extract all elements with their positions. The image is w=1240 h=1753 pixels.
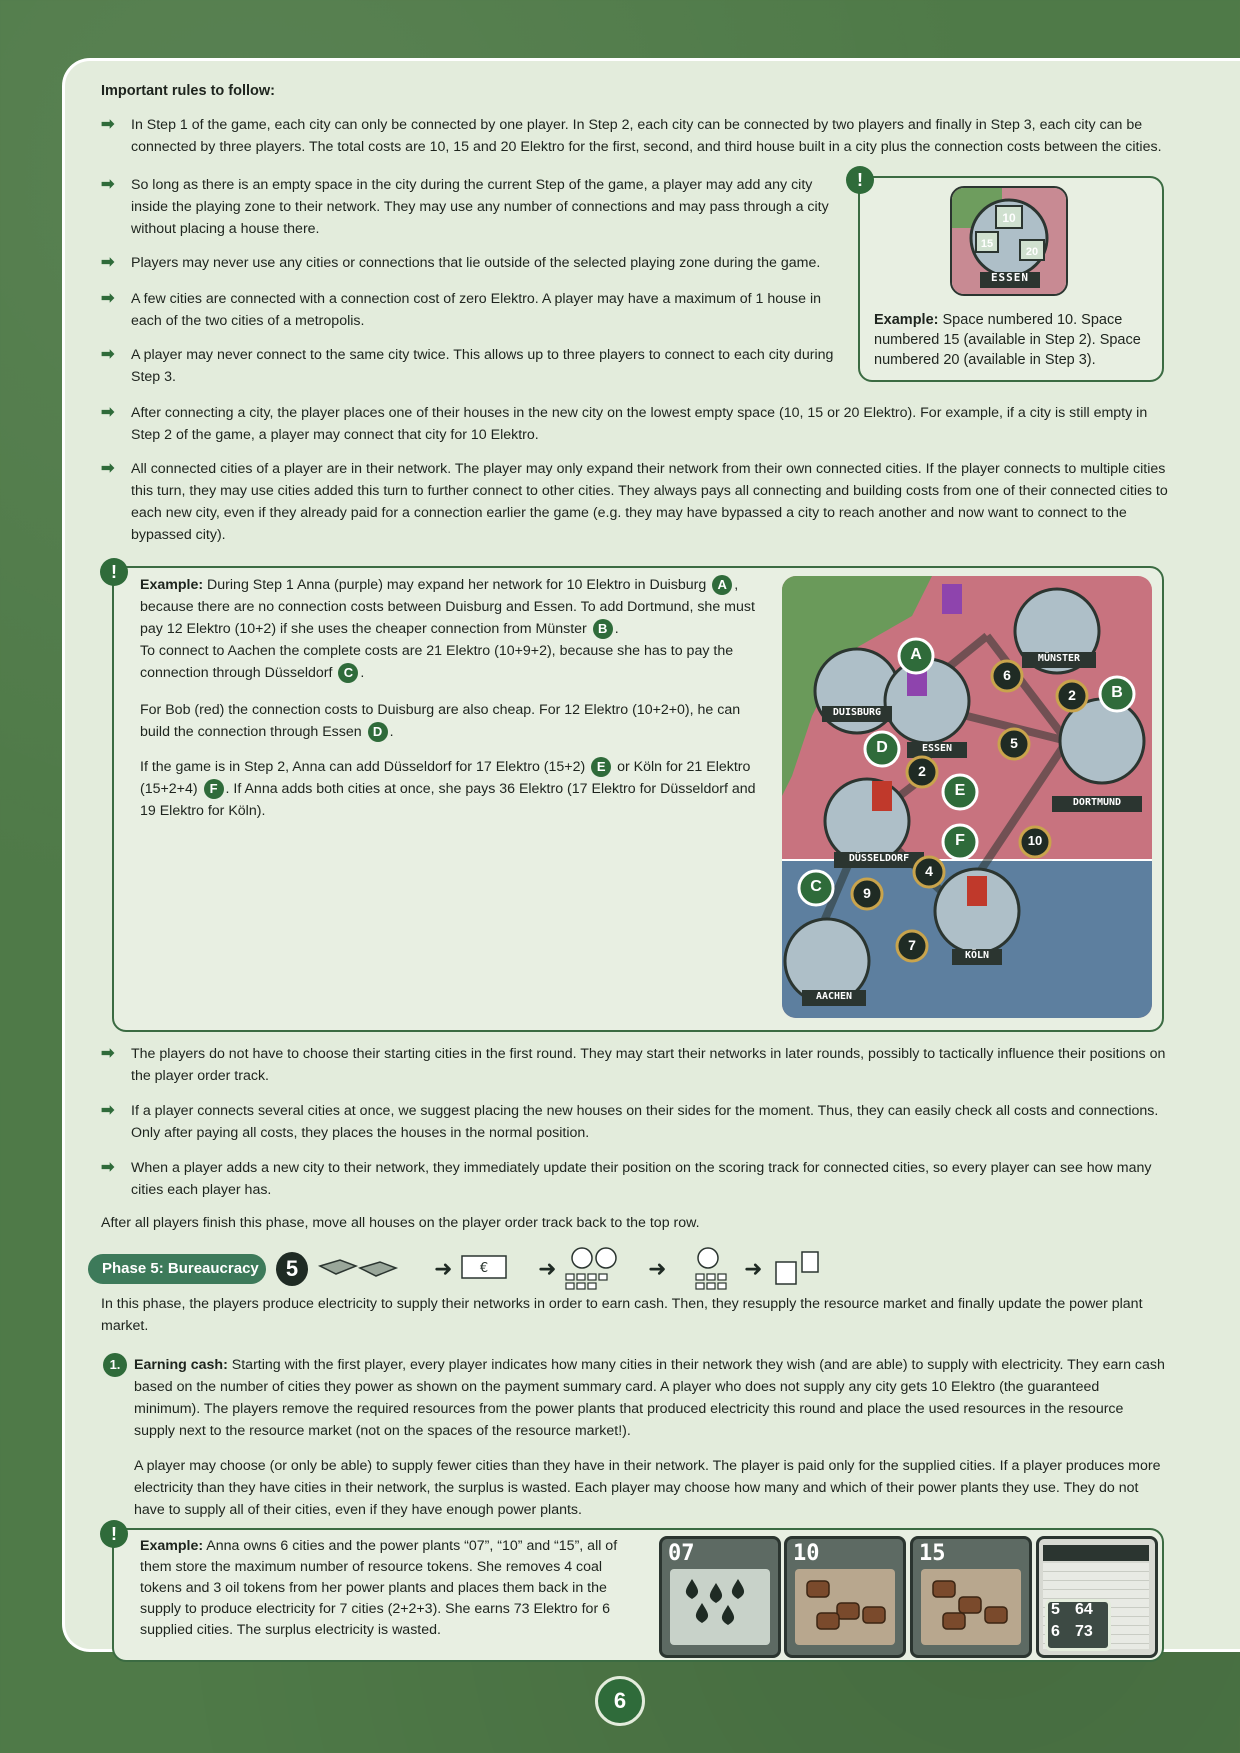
earning-cash-text: Earning cash: Starting with the first player, every player indicates how many cities in their network they wish (and are able) to supply with electricity. They earn cash based on the number of cities they power as shown on the payment summary card. A player who does not supply any city gets 10 Elektro (the guaranteed minimum). The players remove the required resources from the power plants that produced electricity this round and place the used resources in the resource supply next to the resource market (not on the spaces of the resource market!). <box>134 1357 1165 1439</box>
network-map <box>782 576 1152 1018</box>
connection-cost: 4 <box>925 863 933 879</box>
marker-e-icon: E <box>591 757 611 777</box>
arrow-right-icon: ➡ <box>101 290 115 307</box>
anna-example-p1: Example: During Step 1 Anna (purple) may expand her network for 10 Elektro in Duisburg A , because there are no connection costs between Duisburg and Essen. To add Dortmund, she must pay 12 Elektro (10+2) if she uses the cheaper connection from Münster B . To connect to Aachen the complete costs are 21 Elektro (10+9+2), because she has to pay the connection through Düsseldorf C . <box>140 574 766 684</box>
phase-sequence-icons <box>316 1244 836 1292</box>
coal-icon <box>923 1573 1019 1643</box>
power-plant-card: 15 <box>910 1536 1032 1658</box>
marker-d-icon: D <box>368 722 388 742</box>
city-label-dusseldorf: DÜSSELDORF <box>848 853 910 864</box>
connection-cost: 7 <box>908 937 916 953</box>
rules-heading: Important rules to follow: <box>101 83 275 99</box>
arrow-right-icon: ➡ <box>101 460 115 477</box>
city-name: ESSEN <box>990 271 1030 284</box>
essen-city-image <box>950 186 1068 296</box>
arrow-right-icon: ➡ <box>101 1102 115 1119</box>
payment-summary-card: 5 64 6 73 <box>1036 1536 1158 1658</box>
city-label-koln: KÖLN <box>964 950 990 961</box>
arrow-right-icon: ➡ <box>101 1045 115 1062</box>
connection-cost: 2 <box>918 763 926 779</box>
coal-icon <box>797 1573 893 1643</box>
arrow-right-icon: ➡ <box>101 404 115 421</box>
connection-cost: 2 <box>1068 687 1076 703</box>
step-1-badge: 1. <box>103 1353 127 1377</box>
arrow-right-icon: ➡ <box>101 1159 115 1176</box>
connection-cost: 10 <box>1027 833 1043 848</box>
phase-5-intro: In this phase, the players produce electricity to supply their networks in order to earn cash. Then, they resupply the resource market and finally update the power plant market. <box>101 1296 1143 1334</box>
connection-cost: 6 <box>1003 667 1011 683</box>
city-label-dortmund: DORTMUND <box>1072 797 1122 808</box>
connection-cost: 5 <box>1010 735 1018 751</box>
anna-example-p2: For Bob (red) the connection costs to Duisburg are also cheap. For 12 Elektro (10+2+0), he can build the connection through Essen D . <box>140 699 766 743</box>
arrow-right-icon: ➡ <box>101 254 115 271</box>
marker-a-icon: A <box>712 575 732 595</box>
arrow-right-icon: ➡ <box>101 176 115 193</box>
city-label-duisburg: DUISBURG <box>832 707 882 718</box>
marker-b-icon: B <box>593 619 613 639</box>
phase-5-label: Phase 5: Bureaucracy <box>88 1254 266 1284</box>
svg-text:➜: ➜ <box>648 1257 667 1282</box>
svg-text:€: € <box>479 1261 489 1276</box>
city-label-essen: ESSEN <box>921 743 953 754</box>
svg-text:10: 10 <box>1002 211 1016 225</box>
map-marker-d: D <box>876 739 888 756</box>
svg-text:20: 20 <box>1025 246 1039 258</box>
svg-text:➜: ➜ <box>744 1257 763 1282</box>
svg-text:➜: ➜ <box>538 1257 557 1282</box>
after-phase-text: After all players finish this phase, move all houses on the player order track back to the top row. <box>101 1215 700 1231</box>
essen-example-text: Example: Space numbered 10. Space numbered 15 (available in Step 2). Space numbered 20 (available in Step 3). <box>874 312 1141 368</box>
power-plant-card: 07 <box>659 1536 781 1658</box>
arrow-right-icon: ➡ <box>101 116 115 133</box>
final-example-text: Example: Anna owns 6 cities and the power plants “07”, “10” and “15”, all of them store the maximum number of resource tokens. She removes 4 coal tokens and 3 oil tokens from her power plants and places them back in the supply to produce electricity for 7 cities (2+2+3). She earns 73 Elektro for 6 supplied cities. The surplus electricity is wasted. <box>140 1538 618 1638</box>
marker-f-icon: F <box>204 779 224 799</box>
anna-example-p3: If the game is in Step 2, Anna can add Düsseldorf for 17 Elektro (15+2) E or Köln for 21 Elektro (15+2+4) F . If Anna adds both cities at once, she pays 36 Elektro (17 Elektro for Düsseldorf and 19 Elektro for Köln). <box>140 759 756 819</box>
map-marker-c: C <box>810 878 822 895</box>
map-marker-e: E <box>954 782 966 799</box>
city-label-aachen: AACHEN <box>815 991 853 1002</box>
map-marker-b: B <box>1111 684 1123 701</box>
power-plant-card: 10 <box>784 1536 906 1658</box>
arrow-right-icon: ➡ <box>101 346 115 363</box>
city-label-munster: MÜNSTER <box>1037 653 1081 664</box>
exclamation-icon: ! <box>100 558 128 586</box>
phase-5-number: 5 <box>276 1252 308 1286</box>
connection-cost: 9 <box>863 885 871 901</box>
page-number: 6 <box>595 1676 645 1726</box>
exclamation-icon: ! <box>100 1520 128 1548</box>
map-marker-f: F <box>955 832 965 849</box>
oil-drop-icon <box>672 1573 768 1643</box>
map-marker-a: A <box>910 646 922 663</box>
earning-cash-para2: A player may choose (or only be able) to supply fewer cities than they have in their network. The player is paid only for the supplied cities. If a player produces more electricity than they have cities in their network, the surplus is wasted. Each player may choose how many and which of their power plants they use. They do not have to supply all of their cities, even if they have enough power plants. <box>134 1458 1161 1518</box>
svg-text:15: 15 <box>980 238 994 250</box>
marker-c-icon: C <box>338 663 358 683</box>
exclamation-icon: ! <box>846 166 874 194</box>
svg-text:➜: ➜ <box>434 1257 453 1282</box>
